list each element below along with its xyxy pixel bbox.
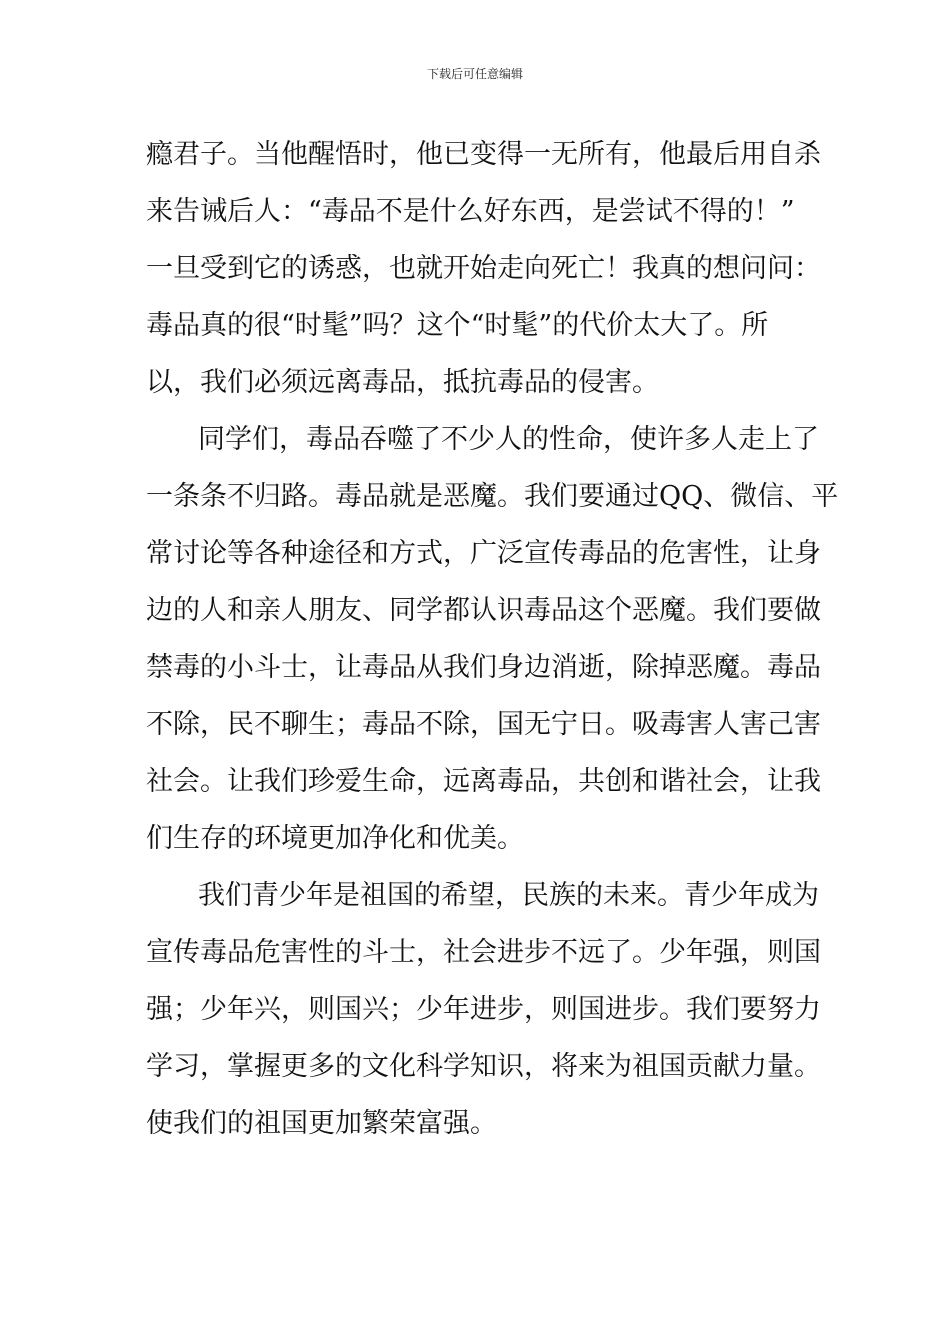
text-line: 毒品真的很“时髦”吗？这个“时髦”的代价太大了。所 — [146, 310, 769, 341]
text-line: 一旦受到它的诱惑，也就开始走向死亡！我真的想问问： — [146, 253, 821, 284]
text-line: 来告诫后人：“毒品不是什么好东西，是尝试不得的！” — [146, 196, 795, 227]
paragraph-start-line: 同学们，毒品吞噬了不少人的性命，使许多人走上了 — [198, 424, 819, 455]
paragraph-start-line: 我们青少年是祖国的希望，民族的未来。青少年成为 — [198, 880, 819, 911]
text-line: 一条条不归路。毒品就是恶魔。我们要通过QQ、微信、平 — [146, 481, 839, 512]
text-line: 边的人和亲人朋友、同学都认识毒品这个恶魔。我们要做 — [146, 595, 821, 626]
document-body — [146, 126, 839, 1152]
text-line: 以，我们必须远离毒品，抵抗毒品的侵害。 — [146, 367, 659, 398]
text-line: 学习，掌握更多的文化科学知识，将来为祖国贡献力量。 — [146, 1051, 821, 1082]
text-line: 宣传毒品危害性的斗士，社会进步不远了。少年强，则国 — [146, 937, 821, 968]
text-line: 常讨论等各种途径和方式，广泛宣传毒品的危害性，让身 — [146, 538, 821, 569]
text-line: 使我们的祖国更加繁荣富强。 — [146, 1108, 497, 1139]
text-line: 社会。让我们珍爱生命，远离毒品，共创和谐社会，让我 — [146, 766, 821, 797]
text-line: 禁毒的小斗士，让毒品从我们身边消逝，除掉恶魔。毒品 — [146, 652, 821, 683]
text-line: 强；少年兴，则国兴；少年进步，则国进步。我们要努力 — [146, 994, 821, 1025]
text-line: 不除，民不聊生；毒品不除，国无宁日。吸毒害人害己害 — [146, 709, 821, 740]
text-line: 瘾君子。当他醒悟时，他已变得一无所有，他最后用自杀 — [146, 139, 821, 170]
page-header: 下载后可任意编辑 — [426, 67, 523, 81]
text-line: 们生存的环境更加净化和优美。 — [146, 823, 524, 854]
